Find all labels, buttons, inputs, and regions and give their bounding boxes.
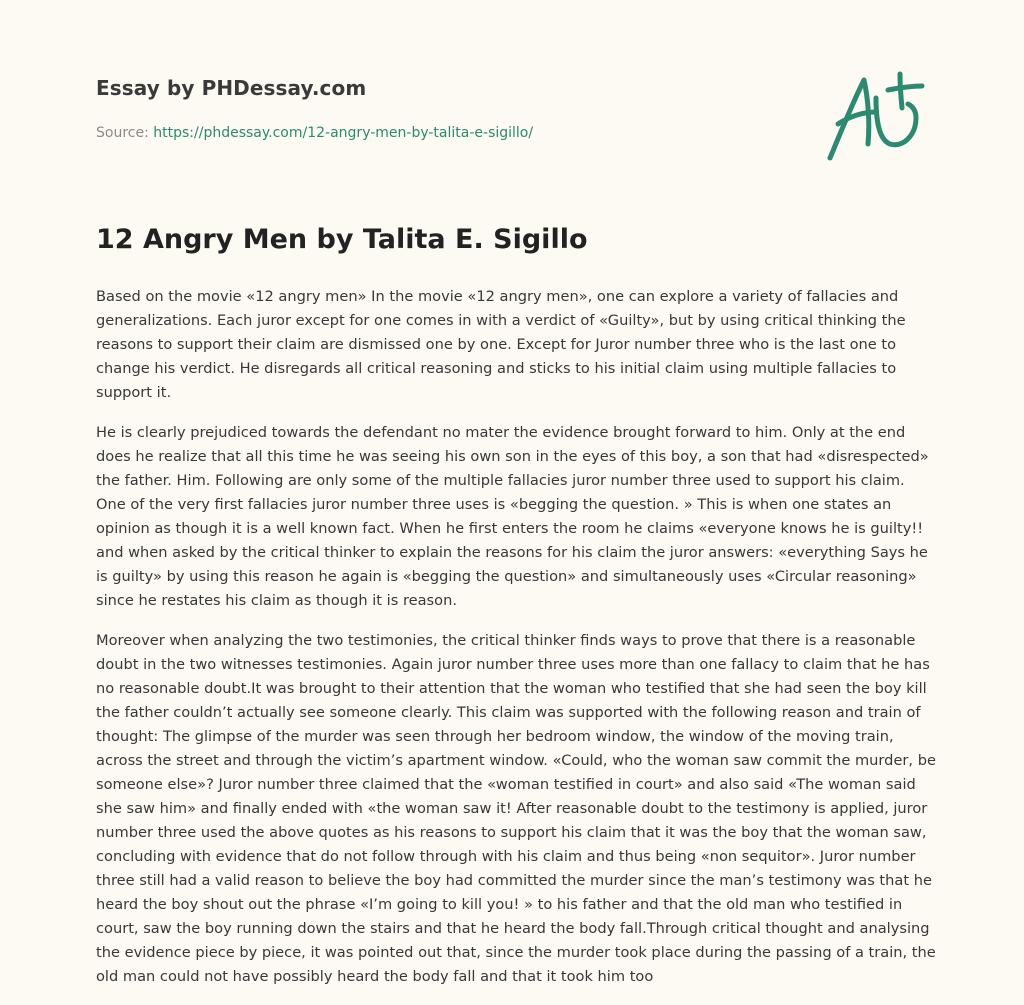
source-label: Source:	[96, 125, 149, 141]
source-link[interactable]: https://phdessay.com/12-angry-men-by-talita-e-sigillo/	[153, 125, 534, 141]
source-line	[96, 125, 533, 141]
essay-paragraph: Based on the movie «12 angry men» In the movie «12 angry men», one can explore a variety of fallacies and generalizations. Each juror except for one comes in with a verdict of «Guilty», but by using critical thinking the reasons to support their claim are dismissed one by one. Except for Juror number three who is the last one to change his verdict. He disregards all critical reasoning and sticks to his initial claim using multiple fallacies to support it.	[96, 288, 906, 401]
essay-header	[96, 76, 796, 141]
essay-paragraph: He is clearly prejudiced towards the defendant no mater the evidence brought forward to him. Only at the end does he realize that all this time he was seeing his own son in the eyes of this boy, a son that had «disrespected» the father. Him. Following are only some of the multiple fallacies juror number three used to support his claim. One of the very first fallacies juror number three uses is «begging the question. » This is when one states an opinion as though it is a well known fact. When he first enters the room he claims «everyone knows he is guilty!! and when asked by the critical thinker to explain the reasons for his claim the juror answers: «everything Says he is guilty» by using this reason he again is «begging the question» and simultaneously uses «Circular reasoning» since he restates his claim as though it is reason.	[96, 424, 929, 609]
essay-paragraph: Moreover when analyzing the two testimonies, the critical thinker finds ways to prove that there is a reasonable doubt in the two witnesses testimonies. Again juror number three uses more than one fallacy to claim that he has no reasonable doubt.It was brought to their attention that the woman who testified that she had seen the boy kill the father couldn’t actually see someone clearly. This claim was supported with the following reason and train of thought: The glimpse of the murder was seen through her bedroom window, the window of the moving train, across the street and through the victim’s apartment window. «Could, who the woman saw commit the murder, be someone else»? Juror number three claimed that the «woman testified in court» and also said «The woman said she saw him» and finally ended with «the woman saw it! After reasonable doubt to the testimony is applied, juror number three used the above quotes as his reasons to support his claim that it was the boy that the woman saw, concluding with evidence that do not follow through with his claim and thus being «non sequitor». Juror number three still had a valid reason to believe the boy had committed the murder since the man’s testimony was that he heard the boy shout out the phrase «I’m going to kill you! » to his father and that the old man who testified in court, saw the boy running down the stairs and that he heard the body fall.Through critical thought and analysing the evidence piece by piece, it was pointed out that, since the murder took place during the passing of a train, the old man could not have possibly heard the body fall and that it took him too	[96, 632, 936, 985]
site-brand: Essay by PHDessay.com	[96, 76, 367, 100]
essay-body	[96, 285, 936, 1005]
a-plus-grade-icon	[818, 64, 938, 168]
page-title: 12 Angry Men by Talita E. Sigillo	[96, 224, 588, 255]
